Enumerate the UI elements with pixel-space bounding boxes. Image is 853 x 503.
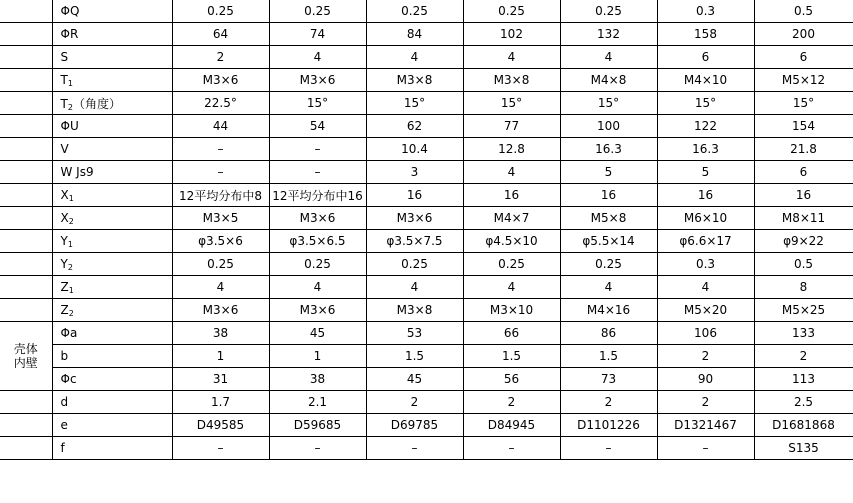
value-cell: 16.3: [560, 138, 657, 161]
param-symbol: b: [60, 349, 69, 363]
table-row: [0, 345, 853, 368]
param-symbol: S: [60, 50, 69, 64]
value-cell: 1: [269, 345, 366, 368]
table-row: [0, 253, 853, 276]
value-cell: 0.5: [754, 253, 853, 276]
group-label-line: 壳体: [13, 342, 38, 356]
table-row: [0, 92, 853, 115]
row-lead-cell: [0, 276, 52, 299]
param-symbol: d: [60, 395, 69, 409]
value-cell: 22.5°: [172, 92, 269, 115]
value-cell: D59685: [269, 414, 366, 437]
table-row: [0, 46, 853, 69]
value-cell: 4: [366, 276, 463, 299]
value-cell: M4×16: [560, 299, 657, 322]
group-label-cell: [0, 322, 52, 391]
value-cell: 12.8: [463, 138, 560, 161]
row-lead-cell: [0, 299, 52, 322]
value-cell: 84: [366, 23, 463, 46]
value-cell: 0.25: [172, 253, 269, 276]
value-cell: M3×6: [366, 207, 463, 230]
value-cell: 66: [463, 322, 560, 345]
value-cell: 38: [172, 322, 269, 345]
table-row: [0, 115, 853, 138]
param-subscript: 1: [67, 79, 73, 88]
value-cell: D84945: [463, 414, 560, 437]
value-cell: 0.25: [172, 0, 269, 23]
value-cell: 2.5: [754, 391, 853, 414]
row-lead-cell: [0, 46, 52, 69]
value-cell: 4: [657, 276, 754, 299]
value-cell: D69785: [366, 414, 463, 437]
row-lead-cell: [0, 414, 52, 437]
value-cell: 74: [269, 23, 366, 46]
param-symbol: ΦQ: [60, 4, 80, 18]
param-name-cell: [52, 184, 172, 207]
param-name-cell: [52, 161, 172, 184]
value-cell: –: [463, 437, 560, 460]
value-cell: M3×6: [172, 69, 269, 92]
value-cell: M3×8: [366, 69, 463, 92]
value-cell: M3×8: [463, 69, 560, 92]
value-cell: M4×8: [560, 69, 657, 92]
value-cell: 15°: [560, 92, 657, 115]
value-cell: 133: [754, 322, 853, 345]
value-cell: 100: [560, 115, 657, 138]
value-cell: M8×11: [754, 207, 853, 230]
value-cell: 56: [463, 368, 560, 391]
value-cell: 2: [560, 391, 657, 414]
row-lead-cell: [0, 230, 52, 253]
table-row: [0, 276, 853, 299]
value-cell: 16: [657, 184, 754, 207]
value-cell: 0.25: [269, 0, 366, 23]
value-cell: 4: [269, 46, 366, 69]
value-cell: φ3.5×7.5: [366, 230, 463, 253]
value-cell: 132: [560, 23, 657, 46]
value-cell: 2: [754, 345, 853, 368]
param-symbol: V: [60, 142, 69, 156]
value-cell: 12平均分布中8: [172, 184, 269, 207]
param-name-cell: [52, 0, 172, 23]
value-cell: M5×25: [754, 299, 853, 322]
value-cell: M5×12: [754, 69, 853, 92]
value-cell: 106: [657, 322, 754, 345]
param-subscript: 1: [68, 194, 74, 203]
value-cell: 15°: [754, 92, 853, 115]
row-lead-cell: [0, 23, 52, 46]
param-name-cell: [52, 345, 172, 368]
value-cell: M4×10: [657, 69, 754, 92]
value-cell: 73: [560, 368, 657, 391]
value-cell: D1101226: [560, 414, 657, 437]
param-name-cell: [52, 368, 172, 391]
value-cell: 90: [657, 368, 754, 391]
value-cell: 54: [269, 115, 366, 138]
param-symbol: T: [60, 73, 68, 87]
value-cell: M3×6: [269, 207, 366, 230]
value-cell: φ3.5×6.5: [269, 230, 366, 253]
table-row: [0, 299, 853, 322]
table-row: [0, 138, 853, 161]
value-cell: M3×10: [463, 299, 560, 322]
value-cell: φ3.5×6: [172, 230, 269, 253]
value-cell: M3×6: [269, 299, 366, 322]
row-lead-cell: [0, 437, 52, 460]
row-lead-cell: [0, 138, 52, 161]
param-subscript: 1: [68, 286, 74, 295]
param-subscript: 2: [68, 217, 74, 226]
param-name-cell: [52, 92, 172, 115]
value-cell: 6: [754, 46, 853, 69]
row-lead-cell: [0, 115, 52, 138]
value-cell: 4: [463, 161, 560, 184]
value-cell: 21.8: [754, 138, 853, 161]
value-cell: 86: [560, 322, 657, 345]
value-cell: D1321467: [657, 414, 754, 437]
value-cell: 16: [463, 184, 560, 207]
value-cell: φ5.5×14: [560, 230, 657, 253]
value-cell: 45: [269, 322, 366, 345]
value-cell: S135: [754, 437, 853, 460]
value-cell: 2: [172, 46, 269, 69]
param-symbol: Φa: [60, 326, 78, 340]
value-cell: 6: [754, 161, 853, 184]
param-name-cell: [52, 230, 172, 253]
value-cell: 4: [560, 276, 657, 299]
param-symbol: W Js9: [60, 165, 94, 179]
value-cell: –: [172, 437, 269, 460]
row-lead-cell: [0, 161, 52, 184]
table-row: [0, 414, 853, 437]
param-symbol: Y: [60, 234, 68, 248]
table-row: [0, 437, 853, 460]
value-cell: 31: [172, 368, 269, 391]
param-subscript: 2: [67, 102, 73, 112]
table-row: [0, 322, 853, 345]
value-cell: 62: [366, 115, 463, 138]
value-cell: 0.25: [463, 253, 560, 276]
value-cell: 16: [560, 184, 657, 207]
param-symbol: Z: [60, 280, 69, 294]
param-symbol: ΦR: [60, 27, 79, 41]
value-cell: φ6.6×17: [657, 230, 754, 253]
table-row: [0, 0, 853, 23]
value-cell: –: [269, 437, 366, 460]
param-symbol: Φc: [60, 372, 77, 386]
value-cell: 158: [657, 23, 754, 46]
value-cell: 0.5: [754, 0, 853, 23]
param-subscript: 2: [67, 263, 73, 272]
value-cell: 1: [172, 345, 269, 368]
value-cell: 4: [463, 46, 560, 69]
param-name-cell: [52, 138, 172, 161]
value-cell: 0.25: [269, 253, 366, 276]
param-name-cell: [52, 414, 172, 437]
param-symbol: Z: [60, 303, 69, 317]
value-cell: 16: [366, 184, 463, 207]
row-lead-cell: [0, 92, 52, 115]
row-lead-cell: [0, 69, 52, 92]
param-name-cell: [52, 69, 172, 92]
value-cell: 0.25: [366, 253, 463, 276]
param-symbol: ΦU: [60, 119, 79, 133]
value-cell: M4×7: [463, 207, 560, 230]
value-cell: 2.1: [269, 391, 366, 414]
value-cell: 0.25: [560, 0, 657, 23]
value-cell: M3×5: [172, 207, 269, 230]
param-name-cell: [52, 437, 172, 460]
table-row: [0, 69, 853, 92]
value-cell: 15°: [366, 92, 463, 115]
value-cell: 64: [172, 23, 269, 46]
value-cell: 12平均分布中16: [269, 184, 366, 207]
value-cell: –: [269, 138, 366, 161]
param-symbol: f: [60, 441, 65, 455]
value-cell: 154: [754, 115, 853, 138]
value-cell: 4: [172, 276, 269, 299]
param-name-cell: [52, 391, 172, 414]
value-cell: M5×8: [560, 207, 657, 230]
param-name-cell: [52, 276, 172, 299]
value-cell: 5: [657, 161, 754, 184]
value-cell: 1.5: [463, 345, 560, 368]
value-cell: –: [560, 437, 657, 460]
value-cell: 10.4: [366, 138, 463, 161]
value-cell: 5: [560, 161, 657, 184]
value-cell: 38: [269, 368, 366, 391]
value-cell: M6×10: [657, 207, 754, 230]
param-name-cell: [52, 253, 172, 276]
value-cell: 45: [366, 368, 463, 391]
table-row: [0, 391, 853, 414]
param-subscript: 2: [68, 309, 74, 318]
row-lead-cell: [0, 391, 52, 414]
param-name-cell: [52, 207, 172, 230]
row-lead-cell: [0, 207, 52, 230]
value-cell: –: [657, 437, 754, 460]
value-cell: 44: [172, 115, 269, 138]
param-symbol: X: [60, 188, 69, 202]
table-row: [0, 368, 853, 391]
param-name-cell: [52, 46, 172, 69]
group-label-line: 内壁: [13, 356, 38, 370]
value-cell: D1681868: [754, 414, 853, 437]
value-cell: D49585: [172, 414, 269, 437]
value-cell: 113: [754, 368, 853, 391]
row-lead-cell: [0, 184, 52, 207]
value-cell: 0.3: [657, 0, 754, 23]
value-cell: 1.5: [366, 345, 463, 368]
value-cell: 16.3: [657, 138, 754, 161]
value-cell: 4: [269, 276, 366, 299]
value-cell: –: [269, 161, 366, 184]
value-cell: φ4.5×10: [463, 230, 560, 253]
value-cell: 122: [657, 115, 754, 138]
value-cell: 53: [366, 322, 463, 345]
value-cell: 1.7: [172, 391, 269, 414]
value-cell: –: [366, 437, 463, 460]
table-row: [0, 230, 853, 253]
value-cell: 1.5: [560, 345, 657, 368]
param-symbol: e: [60, 418, 68, 432]
value-cell: 0.25: [463, 0, 560, 23]
value-cell: 0.25: [366, 0, 463, 23]
param-suffix: （角度）: [72, 96, 121, 111]
value-cell: 4: [463, 276, 560, 299]
value-cell: 3: [366, 161, 463, 184]
value-cell: M3×6: [269, 69, 366, 92]
param-name-cell: [52, 115, 172, 138]
value-cell: 6: [657, 46, 754, 69]
param-name-cell: [52, 322, 172, 345]
param-symbol: Y: [60, 257, 68, 271]
value-cell: 2: [463, 391, 560, 414]
value-cell: 2: [657, 345, 754, 368]
table-row: [0, 161, 853, 184]
value-cell: –: [172, 138, 269, 161]
table-row: [0, 23, 853, 46]
value-cell: 15°: [463, 92, 560, 115]
param-symbol: T: [60, 96, 68, 111]
value-cell: 8: [754, 276, 853, 299]
value-cell: 77: [463, 115, 560, 138]
value-cell: 0.3: [657, 253, 754, 276]
value-cell: 15°: [269, 92, 366, 115]
value-cell: φ9×22: [754, 230, 853, 253]
value-cell: 102: [463, 23, 560, 46]
param-name-cell: [52, 299, 172, 322]
value-cell: 4: [366, 46, 463, 69]
value-cell: 4: [560, 46, 657, 69]
param-subscript: 1: [67, 240, 73, 249]
value-cell: 200: [754, 23, 853, 46]
param-name-cell: [52, 23, 172, 46]
value-cell: 0.25: [560, 253, 657, 276]
param-symbol: X: [60, 211, 69, 225]
value-cell: M5×20: [657, 299, 754, 322]
table-row: [0, 207, 853, 230]
row-lead-cell: [0, 0, 52, 23]
value-cell: –: [172, 161, 269, 184]
value-cell: 16: [754, 184, 853, 207]
value-cell: 15°: [657, 92, 754, 115]
value-cell: M3×8: [366, 299, 463, 322]
table-row: [0, 184, 853, 207]
row-lead-cell: [0, 253, 52, 276]
value-cell: 2: [657, 391, 754, 414]
value-cell: 2: [366, 391, 463, 414]
value-cell: M3×6: [172, 299, 269, 322]
